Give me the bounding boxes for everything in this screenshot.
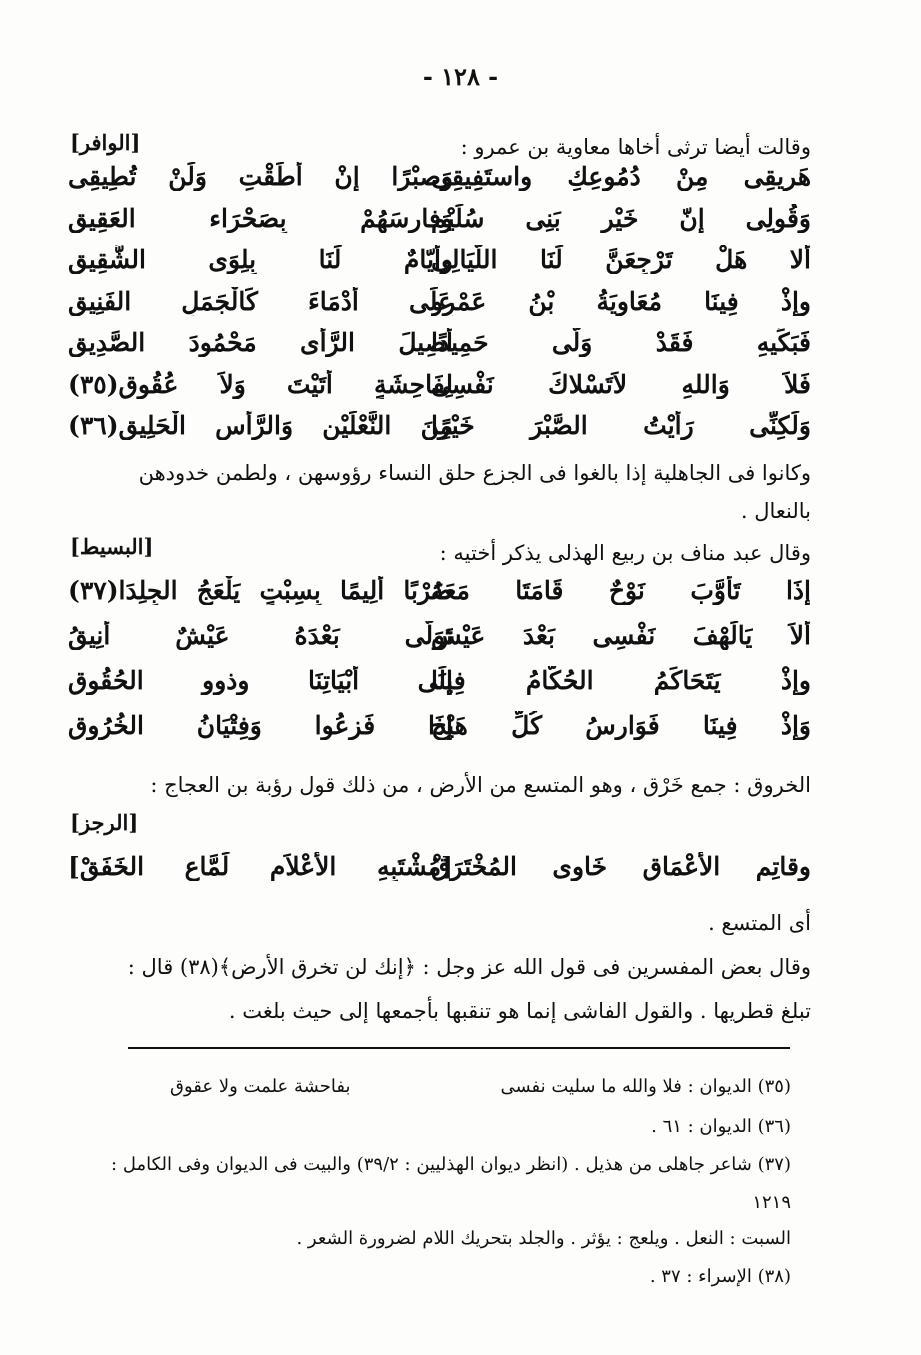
verse-first-hemistich: إذَا تَأوَّبَ نَوْحٌ قَامَتَا مَعَهُ bbox=[431, 576, 811, 605]
verse-first-hemistich: وَقُولِى إنّ خَيْر بَنِى سُلَيْمٍ bbox=[431, 203, 811, 233]
footnote-quote: بفاحشة علمت ولا عقوق bbox=[170, 1076, 351, 1097]
footnote-38: (٣٨) الإسراء : ٣٧ . bbox=[649, 1266, 791, 1287]
footnote-35 bbox=[60, 1072, 791, 1102]
footnote-36: (٣٦) الديوان : ٦١ . bbox=[651, 1116, 791, 1137]
page-number: - ١٢٨ - bbox=[422, 62, 499, 91]
verse-line bbox=[68, 204, 811, 246]
meter-label: [الوافر] bbox=[70, 130, 141, 155]
verse-first-hemistich: ألاَ يَالَهْفَ نَفْسِى بَعْدَ عَيْشٍ bbox=[431, 621, 811, 650]
verse-first-hemistich: وقاتِمِ الأعْمَاقِ خَاوِى المُخْتَرَقْ bbox=[431, 852, 811, 881]
footnote-37-ref: ١٢١٩ bbox=[752, 1192, 791, 1213]
verse-second-hemistich: لِفَاحِشَةٍ أتَيْتَ وَلاَ عُقُوقِ(٣٥) bbox=[68, 369, 453, 399]
prose-line: تبلغ قطريها . والقول الفاشى إنما هو تنقبها بأجمعها إلى حيث بلغت . bbox=[228, 999, 811, 1023]
verse-first-hemistich: ألا هَلْ تَرْجِعَنَّ لَنَا اللَّيَالِى bbox=[431, 245, 811, 274]
verse-second-hemistich: وأيّامٌ لَنَا بِلِوَى الشَّقِيقِ bbox=[68, 245, 453, 274]
verse-first-hemistich: وَلَكِنِّى رَأيْتُ الصَّبْرَ خَيْرًا bbox=[431, 411, 811, 440]
intro-line: وقال عبد مناف بن ربيع الهذلى يذكر أختيه : bbox=[439, 541, 811, 565]
prose-line: أى المتسع . bbox=[708, 911, 811, 935]
verse-second-hemistich: وَصبْرًا إنْ أطَقْتِ وَلَنْ تُطِيقِى bbox=[68, 162, 453, 191]
prose-line: وقال بعض المفسرين فى قول الله عز وجل : ﴿إنك لن تخرق الأرض﴾(٣٨) قال : bbox=[127, 955, 811, 979]
prose-line: وكانوا فى الجاهلية إذا بالغوا فى الجزع حلق النساء رؤوسهن ، ولطمن خدودهن bbox=[138, 461, 811, 485]
verse-second-hemistich: أصِيلَ الرَّأى مَحْمُودَ الصَّدِيقِ bbox=[68, 328, 453, 357]
verse-line bbox=[68, 621, 811, 663]
verse-first-hemistich: فَلاَ وَاللهِ لاَتَسْلاكَ نَفْسِى bbox=[431, 369, 811, 399]
verse-line bbox=[68, 576, 811, 618]
verse-second-hemistich: [مُشْتَبِهِ الأعْلاَمِ لَمَّاعِ الخَفَقْ] bbox=[68, 852, 453, 881]
verse-line bbox=[68, 287, 811, 329]
verse-second-hemistich: ضَرْبًا ألِيمًا بِسِبْتٍ يَلْعَجُ الجِلِدَا(٣٧) bbox=[68, 576, 453, 605]
meter-label: [الرجز] bbox=[70, 810, 139, 835]
verse-line bbox=[68, 245, 811, 287]
verse-first-hemistich: وإذْ فِينَا مُعَاوِيَةُ بْنُ عَمْرٍو bbox=[431, 286, 811, 316]
verse-line bbox=[68, 411, 811, 453]
verse-second-hemistich: إلَى أبْيَاتِنَا وذوو الحُقُوقِ bbox=[68, 666, 453, 695]
footnote-divider bbox=[128, 1047, 790, 1049]
intro-line: الخروق : جمع خَرْق ، وهو المتسع من الأرض ، من ذلك قول رؤبة بن العجاج : bbox=[150, 773, 811, 797]
verse-second-hemistich: تَوَلّى بَعْدَهُ عَيْشٌ أنِيقُ bbox=[68, 621, 453, 650]
verse-line bbox=[68, 711, 811, 753]
verse-second-hemistich: مِنَ النَّعْلَيْنِ وَالرَّأسِ الْحَلِيقِ(٣٦) bbox=[68, 411, 453, 440]
verse-line bbox=[68, 852, 811, 894]
verse-line bbox=[68, 162, 811, 204]
verse-line bbox=[68, 328, 811, 370]
meter-label: [البسيط] bbox=[70, 534, 154, 559]
verse-second-hemistich: عَلَى أدْمَاءَ كَالْجَمَلِ الفَنِيقِ bbox=[68, 286, 453, 316]
prose-line: بالنعال . bbox=[740, 499, 811, 523]
verse-first-hemistich: فَبَكِّيهِ فَقَدْ وَلّى حَمِيدًا bbox=[431, 328, 811, 357]
footnote-37: (٣٧) شاعر جاهلى من هذيل . (انظر ديوان الهذليين : ٣٩/٢) والبيت فى الديوان وفى الكامل : bbox=[111, 1154, 791, 1175]
verse-second-hemistich: إذَا فَزِعُوا وَفِتْيَانُ الخُرُوقِ bbox=[68, 711, 453, 740]
verse-first-hemistich: وإذْ يَتَحَاكَمُ الحُكَّامُ فِينَا bbox=[431, 666, 811, 695]
footnote-text: (٣٥) الديوان : فلا والله ما سليت نفسى bbox=[500, 1076, 791, 1097]
verse-line bbox=[68, 666, 811, 708]
intro-line: وقالت أيضا ترثى أخاها معاوية بن عمرو : bbox=[460, 135, 811, 159]
verse-second-hemistich: وَفارِسَهُمْ بِصَحْرَاء العَقِيقِ bbox=[68, 203, 453, 233]
verse-first-hemistich: وَإذْ فِينَا فَوَارِسُ كُلِّ هَيْجٍ bbox=[431, 711, 811, 740]
footnote-37-gloss: السبت : النعل . ويلعج : يؤثر . والجلد بتحريك اللام لضرورة الشعر . bbox=[296, 1228, 791, 1249]
verse-first-hemistich: هَرِيقِى مِنْ دُمُوعِكِ واستَفِيقِى bbox=[431, 162, 811, 191]
verse-line bbox=[68, 370, 811, 412]
